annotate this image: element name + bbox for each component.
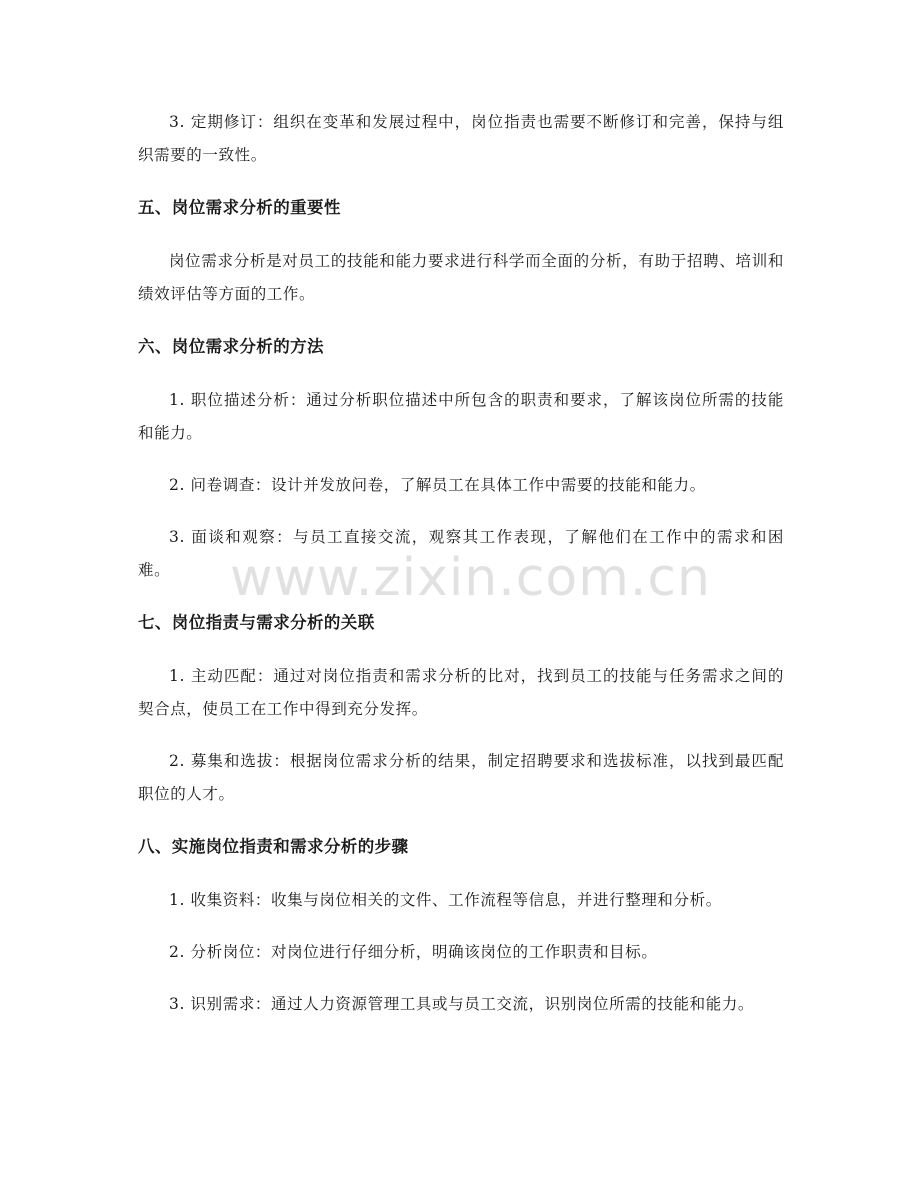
paragraph-method-2: 2. 问卷调查：设计并发放问卷，了解员工在具体工作中需要的技能和能力。 (169, 476, 706, 494)
paragraph-relation-1: 1. 主动匹配：通过对岗位指责和需求分析的比对，找到员工的技能与任务需求之间的契合点，使员工在工作中得到充分发挥。 (138, 667, 784, 718)
paragraph-importance: 岗位需求分析是对员工的技能和能力要求进行科学而全面的分析，有助于招聘、培训和绩效评估等方面的工作。 (138, 252, 784, 303)
paragraph-step-2: 2. 分析岗位：对岗位进行仔细分析，明确该岗位的工作职责和目标。 (169, 943, 658, 961)
document-body (138, 106, 784, 1040)
paragraph-regular-revision: 3. 定期修订：组织在变革和发展过程中，岗位指责也需要不断修订和完善，保持与组织需要的一致性。 (138, 113, 784, 164)
section-heading-6: 六、岗位需求分析的方法 (138, 337, 324, 356)
paragraph-method-1: 1. 职位描述分析：通过分析职位描述中所包含的职责和要求，了解该岗位所需的技能和能力。 (138, 391, 784, 442)
paragraph-step-3: 3. 识别需求：通过人力资源管理工具或与员工交流，识别岗位所需的技能和能力。 (169, 995, 755, 1013)
section-heading-8: 八、实施岗位指责和需求分析的步骤 (138, 837, 409, 856)
section-heading-5: 五、岗位需求分析的重要性 (138, 198, 341, 217)
paragraph-relation-2: 2. 募集和选拔：根据岗位需求分析的结果，制定招聘要求和选拔标准，以找到最匹配职位的人才。 (138, 752, 784, 803)
watermark: www.zixin.com.cn (230, 548, 711, 608)
paragraph-step-1: 1. 收集资料：收集与岗位相关的文件、工作流程等信息，并进行整理和分析。 (169, 891, 722, 909)
section-heading-7: 七、岗位指责与需求分析的关联 (138, 613, 375, 632)
paragraph-method-3: 3. 面谈和观察：与员工直接交流，观察其工作表现，了解他们在工作中的需求和困难。 (138, 528, 784, 579)
